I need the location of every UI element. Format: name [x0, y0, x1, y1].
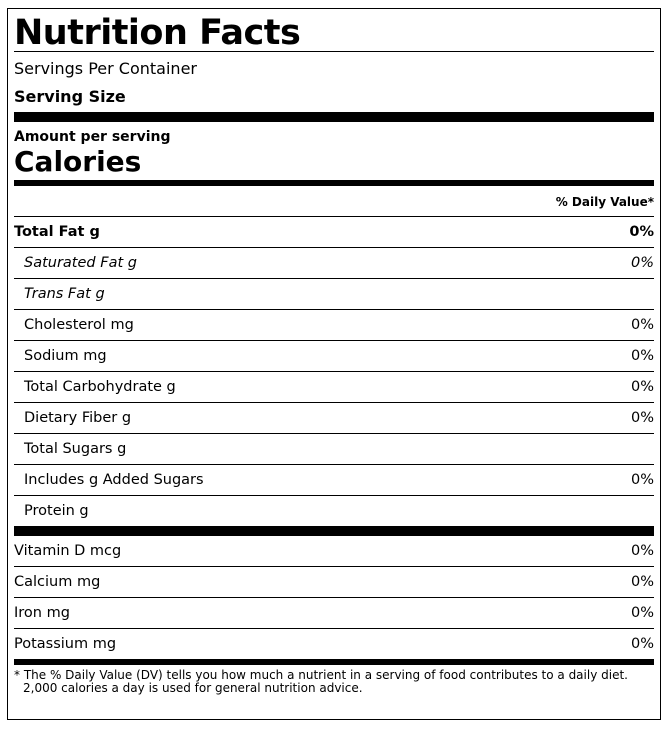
nutrient-row-saturated-fat [14, 248, 654, 279]
label-content [14, 9, 654, 695]
nutrient-name: Trans Fat g [24, 286, 105, 302]
vitamins-divider [14, 526, 654, 536]
nutrient-percent: 0% [630, 410, 654, 426]
nutrient-row-total-carbohydrate [14, 372, 654, 403]
nutrient-name: Saturated Fat g [24, 255, 137, 271]
nutrient-percent: 0% [630, 472, 654, 488]
calories-heading: Calories [14, 145, 142, 178]
vitamin-name: Vitamin D mcg [14, 543, 122, 559]
footnote [14, 665, 654, 695]
nutrient-name: Total Sugars g [24, 441, 127, 457]
footnote-line-2: 2,000 calories a day is used for general nutrition advice. [23, 681, 363, 695]
nutrient-name: Sodium mg [24, 348, 107, 364]
nutrient-percent: 0% [630, 255, 654, 271]
nutrient-row-total-fat [14, 217, 654, 248]
vitamin-percent: 0% [630, 574, 654, 590]
nutrient-name: Total Fat g [14, 224, 100, 240]
nutrient-name: Total Carbohydrate g [24, 379, 176, 395]
vitamin-percent: 0% [630, 605, 654, 621]
nutrient-name: Dietary Fiber g [24, 410, 132, 426]
nutrient-name: Protein g [24, 503, 89, 519]
nutrient-row-protein [14, 496, 654, 526]
nutrient-percent: 0% [630, 348, 654, 364]
serving-size: Serving Size [14, 87, 126, 106]
vitamin-name: Calcium mg [14, 574, 101, 590]
vitamin-percent: 0% [630, 543, 654, 559]
vitamin-row-calcium [14, 567, 654, 598]
daily-value-header: % Daily Value* [14, 186, 654, 217]
thick-divider [14, 112, 654, 122]
amount-per-serving: Amount per serving [14, 129, 171, 145]
nutrient-row-total-sugars [14, 434, 654, 465]
nutrient-row-added-sugars [14, 465, 654, 496]
servings-per-container: Servings Per Container [14, 59, 197, 78]
label-title: Nutrition Facts [14, 11, 654, 52]
nutrition-facts-label [7, 8, 661, 720]
nutrient-percent: 0% [629, 224, 654, 240]
vitamin-row-potassium [14, 629, 654, 659]
nutrient-percent: 0% [630, 379, 654, 395]
vitamin-name: Iron mg [14, 605, 70, 621]
nutrient-name: Cholesterol mg [24, 317, 134, 333]
nutrient-name: Includes g Added Sugars [24, 472, 204, 488]
nutrient-row-trans-fat [14, 279, 654, 310]
nutrient-row-cholesterol [14, 310, 654, 341]
vitamin-row-vitamin-d [14, 536, 654, 567]
vitamin-name: Potassium mg [14, 636, 117, 652]
nutrient-row-dietary-fiber [14, 403, 654, 434]
vitamin-percent: 0% [630, 636, 654, 652]
footnote-line-1: * The % Daily Value (DV) tells you how much a nutrient in a serving of food contributes to a daily diet. [14, 668, 628, 682]
nutrient-row-sodium [14, 341, 654, 372]
vitamin-row-iron [14, 598, 654, 629]
nutrient-percent: 0% [630, 317, 654, 333]
